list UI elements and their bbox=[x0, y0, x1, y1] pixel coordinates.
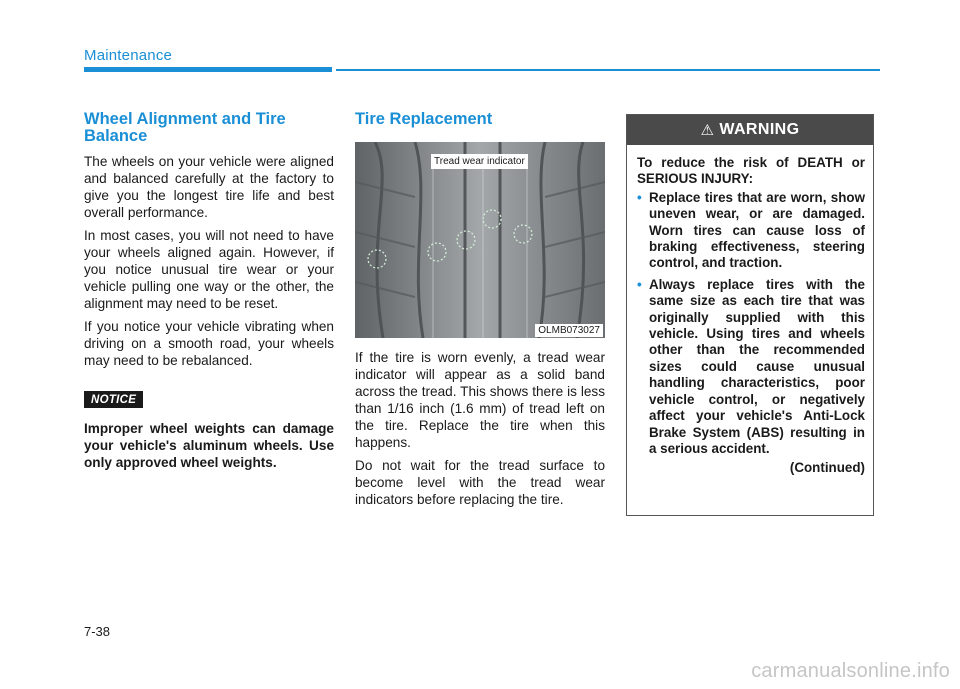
wheel-alignment-title: Wheel Alignment and Tire Balance bbox=[84, 110, 286, 145]
replacement-paragraph-1: If the tire is worn evenly, a tread wear indicator will appear as a solid band across the tread. This shows there is less than 1/16 inch (1.6 mm) of tread left on the tire. Replace the tire when this happens. bbox=[355, 350, 605, 450]
warning-triangle-icon: ⚠ bbox=[700, 122, 715, 139]
warning-header bbox=[627, 115, 873, 145]
tread-wear-indicator-label: Tread wear indicator bbox=[431, 154, 528, 169]
bullet-icon: • bbox=[637, 189, 642, 205]
bullet-icon: • bbox=[637, 276, 642, 292]
warning-intro: To reduce the risk of DEATH or SERIOUS INJURY: bbox=[637, 155, 865, 187]
left-column bbox=[84, 111, 334, 477]
alignment-paragraph-1: The wheels on your vehicle were aligned and balanced carefully at the factory to give you the longest tire life and best overall performance. bbox=[84, 154, 334, 220]
tire-tread-illustration bbox=[355, 142, 605, 338]
watermark: carmanualsonline.info bbox=[751, 660, 950, 682]
notice-badge: NOTICE bbox=[84, 391, 143, 408]
warning-item bbox=[637, 277, 865, 457]
page-number: 7-38 bbox=[84, 624, 111, 639]
warning-body bbox=[627, 145, 873, 477]
alignment-paragraph-2: In most cases, you will not need to have your wheels aligned again. However, if you notice unusual tire wear or your vehicle pulling one way or the other, the alignment may need to be reset. bbox=[84, 228, 334, 311]
continued-label: (Continued) bbox=[789, 460, 865, 476]
warning-header-label: WARNING bbox=[719, 121, 800, 138]
tread-wear-figure bbox=[355, 142, 605, 338]
replacement-paragraph-2: Do not wait for the tread surface to become level with the tread wear indicators before replacing the tire. bbox=[355, 458, 605, 507]
warning-list bbox=[637, 190, 865, 458]
section-header: Maintenance bbox=[84, 47, 173, 64]
alignment-paragraph-3: If you notice your vehicle vibrating when driving on a smooth road, your wheels may need to be rebalanced. bbox=[84, 319, 334, 368]
figure-code: OLMB073027 bbox=[535, 324, 603, 337]
warning-item-text: Always replace tires with the same size as each tire that was originally supplied with this vehicle. Using tires and wheels other than the recommended sizes could cause unusual handling characteristics, poor vehicle control, or negatively affect your vehicle's Anti-Lock Brake System (ABS) resulting in a serious accident. bbox=[649, 276, 865, 456]
tire-replacement-title: Tire Replacement bbox=[355, 110, 493, 128]
header-rule-thick bbox=[84, 67, 332, 72]
warning-item bbox=[637, 190, 865, 272]
header-rule-thin bbox=[336, 69, 880, 71]
warning-box bbox=[626, 114, 874, 516]
middle-column bbox=[355, 111, 605, 514]
warning-item-text: Replace tires that are worn, show uneven wear, or are damaged. Worn tires can cause loss of braking effectiveness, steering control, and traction. bbox=[649, 189, 865, 271]
notice-text: Improper wheel weights can damage your vehicle's aluminum wheels. Use only approved wheel weights. bbox=[84, 421, 334, 470]
